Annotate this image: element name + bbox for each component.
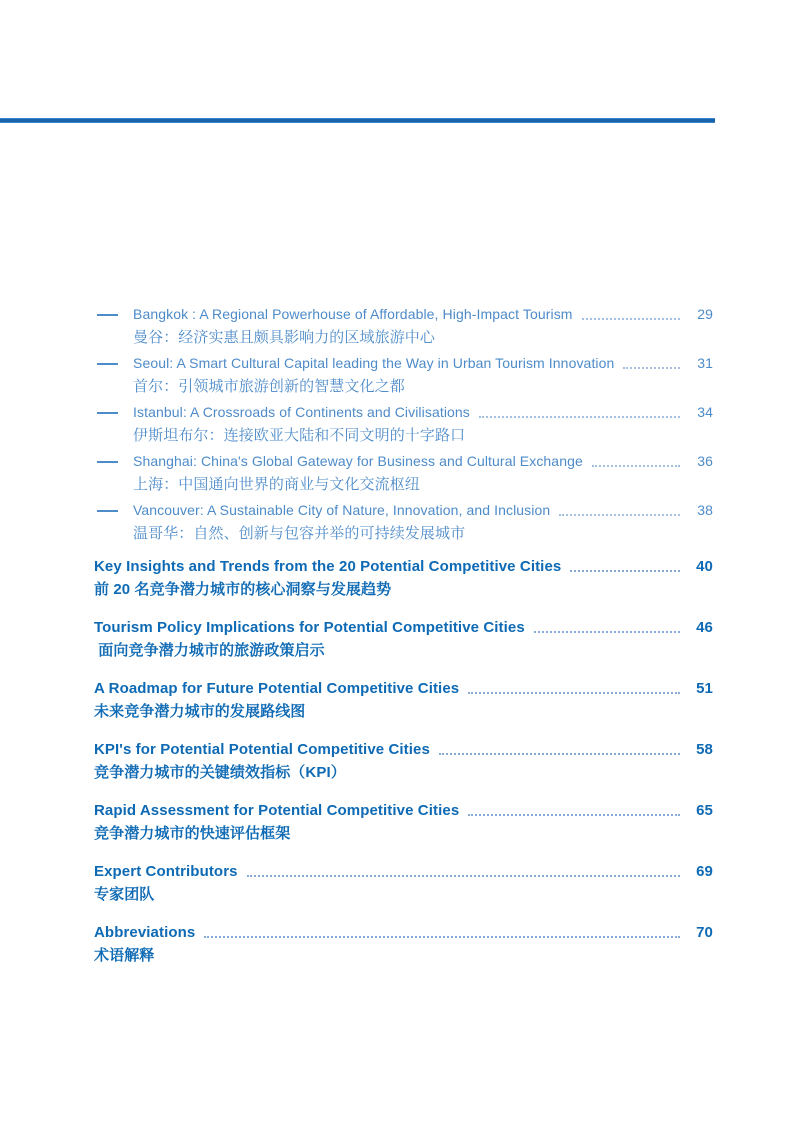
table-of-contents (94, 303, 713, 982)
page-number: 51 (696, 680, 713, 697)
toc-section-line-en (94, 677, 713, 700)
toc-entry (94, 352, 713, 398)
section-title-zh: 面向竞争潜力城市的旅游政策启示 (94, 642, 325, 659)
entry-title-en: Vancouver: A Sustainable City of Nature, Innovation, and Inclusion (133, 502, 551, 518)
toc-entry-line-en (94, 450, 713, 473)
toc-entry-line-en (94, 401, 713, 424)
dash-icon (97, 461, 118, 463)
section-title-zh: 未来竞争潜力城市的发展路线图 (94, 703, 306, 720)
toc-entry (94, 401, 713, 447)
section-title-zh: 术语解释 (94, 947, 155, 964)
toc-entry-line-en (94, 499, 713, 522)
section-title-en: Key Insights and Trends from the 20 Potential Competitive Cities (94, 558, 562, 575)
toc-section (94, 921, 713, 967)
dotted-leader (479, 408, 680, 418)
dash-icon (97, 510, 118, 512)
dotted-leader (582, 310, 680, 320)
page-number: 36 (697, 453, 713, 469)
toc-entry (94, 450, 713, 496)
toc-section-line-en (94, 921, 713, 944)
entry-title-en: Istanbul: A Crossroads of Continents and Civilisations (133, 404, 470, 420)
toc-section-line-en (94, 738, 713, 761)
entry-title-en: Seoul: A Smart Cultural Capital leading the Way in Urban Tourism Innovation (133, 355, 615, 371)
section-title-en: KPI's for Potential Potential Competitive Cities (94, 741, 430, 758)
toc-entry-line-en (94, 352, 713, 375)
page-number: 38 (697, 502, 713, 518)
toc-section (94, 860, 713, 906)
entry-title-zh: 上海：中国通向世界的商业与文化交流枢纽 (133, 476, 420, 493)
dotted-leader (204, 928, 680, 938)
entry-title-zh: 温哥华：自然、创新与包容并举的可持续发展城市 (133, 525, 466, 542)
entry-title-en: Shanghai: China's Global Gateway for Business and Cultural Exchange (133, 453, 583, 469)
page-number: 58 (696, 741, 713, 758)
dotted-leader (439, 745, 680, 755)
section-title-en: Rapid Assessment for Potential Competitive Cities (94, 802, 460, 819)
dotted-leader (534, 623, 680, 633)
dash-icon (97, 314, 118, 316)
toc-section (94, 677, 713, 723)
entry-title-zh: 曼谷：经济实惠且颇具影响力的区域旅游中心 (133, 329, 436, 346)
dotted-leader (247, 867, 680, 877)
entry-title-zh: 伊斯坦布尔：连接欧亚大陆和不同文明的十字路口 (133, 427, 466, 444)
section-title-en: Abbreviations (94, 924, 196, 941)
page-top-rule (0, 118, 715, 123)
dotted-leader (592, 457, 680, 467)
toc-entry (94, 499, 713, 545)
dotted-leader (623, 359, 680, 369)
section-title-en: A Roadmap for Future Potential Competitive Cities (94, 680, 460, 697)
section-title-en: Expert Contributors (94, 863, 238, 880)
toc-section-line-en (94, 555, 713, 578)
section-title-zh: 前 20 名竞争潜力城市的核心洞察与发展趋势 (94, 581, 392, 598)
toc-section (94, 799, 713, 845)
toc-section (94, 616, 713, 662)
dash-icon (97, 412, 118, 414)
section-title-zh: 专家团队 (94, 886, 155, 903)
entry-title-zh: 首尔：引领城市旅游创新的智慧文化之都 (133, 378, 405, 395)
page-number: 34 (697, 404, 713, 420)
dotted-leader (570, 562, 680, 572)
page-number: 46 (696, 619, 713, 636)
page-number: 69 (696, 863, 713, 880)
section-title-en: Tourism Policy Implications for Potential Competitive Cities (94, 619, 525, 636)
toc-entry (94, 303, 713, 349)
dotted-leader (468, 806, 680, 816)
entry-title-en: Bangkok : A Regional Powerhouse of Affordable, High-Impact Tourism (133, 306, 573, 322)
toc-section-list (94, 555, 713, 967)
toc-section (94, 738, 713, 784)
page-number: 31 (697, 355, 713, 371)
page-number: 70 (696, 924, 713, 941)
toc-section-line-en (94, 799, 713, 822)
section-title-zh: 竞争潜力城市的快速评估框架 (94, 825, 291, 842)
dotted-leader (559, 506, 680, 516)
page-number: 65 (696, 802, 713, 819)
dotted-leader (468, 684, 680, 694)
toc-entry-line-en (94, 303, 713, 326)
section-title-zh: 竞争潜力城市的关键绩效指标（KPI） (94, 764, 346, 781)
toc-section-line-en (94, 616, 713, 639)
page-number: 29 (697, 306, 713, 322)
page-number: 40 (696, 558, 713, 575)
toc-entry-list (94, 303, 713, 545)
dash-icon (97, 363, 118, 365)
toc-section (94, 555, 713, 601)
toc-section-line-en (94, 860, 713, 883)
